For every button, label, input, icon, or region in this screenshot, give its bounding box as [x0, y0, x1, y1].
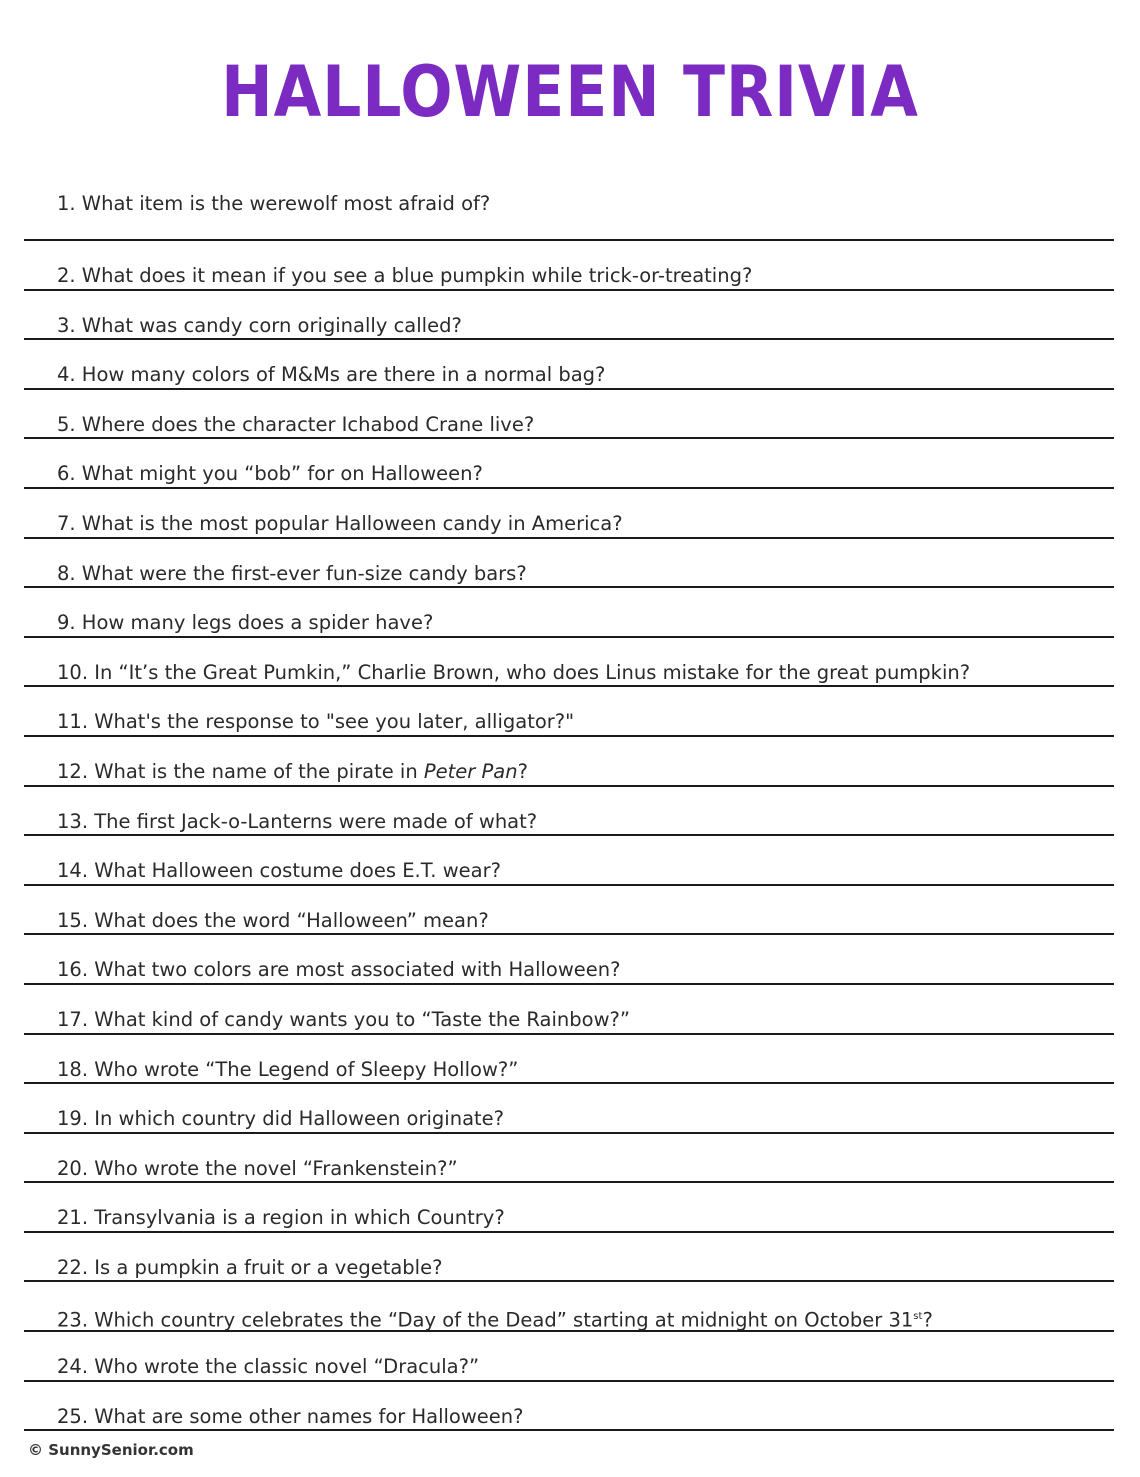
question-row — [24, 687, 1114, 737]
question-row — [24, 1035, 1114, 1085]
question-row — [24, 291, 1114, 341]
question-text: 19. In which country did Halloween originate? — [57, 1107, 505, 1131]
question-text: 9. How many legs does a spider have? — [57, 611, 434, 635]
question-text-end: ? — [517, 759, 528, 783]
question-row — [24, 985, 1114, 1035]
question-row — [24, 241, 1114, 291]
question-row — [24, 1183, 1114, 1233]
question-row — [24, 588, 1114, 638]
question-row — [24, 935, 1114, 985]
question-text: 15. What does the word “Halloween” mean? — [57, 908, 489, 932]
question-row — [24, 836, 1114, 886]
question-text: 6. What might you “bob” for on Halloween? — [57, 462, 483, 486]
question-text — [57, 1305, 933, 1333]
question-row — [24, 1233, 1114, 1283]
question-text: 4. How many colors of M&Ms are there in a normal bag? — [57, 363, 606, 387]
question-list — [24, 168, 1114, 1431]
question-text: 2. What does it mean if you see a blue pumpkin while trick-or-treating? — [57, 264, 753, 287]
question-text: 13. The first Jack-o-Lanterns were made of what? — [57, 809, 538, 833]
question-text: 21. Transylvania is a region in which Country? — [57, 1206, 505, 1230]
question-row — [24, 168, 1114, 241]
question-row — [24, 787, 1114, 837]
question-row — [24, 737, 1114, 787]
question-text: 24. Who wrote the classic novel “Dracula?” — [57, 1355, 480, 1379]
question-text: 14. What Halloween costume does E.T. wear? — [57, 859, 501, 883]
question-text-end: ? — [922, 1308, 933, 1332]
question-row — [24, 1282, 1114, 1332]
book-title: Peter Pan — [423, 759, 518, 783]
question-text: 10. In “It’s the Great Pumkin,” Charlie Brown, who does Linus mistake for the great pumpkin? — [57, 660, 971, 684]
page-title: HALLOWEEN TRIVIA — [221, 51, 919, 133]
question-row — [24, 539, 1114, 589]
question-text: 25. What are some other names for Halloween? — [57, 1404, 524, 1428]
question-row — [24, 390, 1114, 440]
question-text: 20. Who wrote the novel “Frankenstein?” — [57, 1156, 458, 1180]
question-text: 18. Who wrote “The Legend of Sleepy Hollow?” — [57, 1057, 519, 1081]
question-row — [24, 1382, 1114, 1432]
copyright-footer: © SunnySenior.com — [28, 1441, 194, 1459]
question-row — [24, 1084, 1114, 1134]
question-row — [24, 638, 1114, 688]
question-row — [24, 340, 1114, 390]
question-row — [24, 1134, 1114, 1184]
question-text — [57, 760, 528, 784]
question-row — [24, 439, 1114, 489]
question-row — [24, 489, 1114, 539]
question-text: 17. What kind of candy wants you to “Taste the Rainbow?” — [57, 1007, 630, 1031]
question-text: 11. What's the response to "see you later, alligator?" — [57, 710, 575, 734]
question-text: 3. What was candy corn originally called? — [57, 313, 462, 337]
question-row — [24, 886, 1114, 936]
question-text: 7. What is the most popular Halloween candy in America? — [57, 511, 623, 535]
ordinal-suffix: st — [913, 1311, 923, 1323]
question-text-start: 23. Which country celebrates the “Day of the Dead” starting at midnight on October 31 — [57, 1308, 914, 1332]
question-text: 1. What item is the werewolf most afraid of? — [57, 192, 491, 215]
question-row — [24, 1332, 1114, 1382]
question-text-start: 12. What is the name of the pirate in — [57, 759, 424, 783]
question-text: 22. Is a pumpkin a fruit or a vegetable? — [57, 1255, 443, 1279]
question-text: 16. What two colors are most associated with Halloween? — [57, 958, 621, 982]
question-text: 5. Where does the character Ichabod Crane live? — [57, 412, 535, 436]
question-text: 8. What were the first-ever fun-size candy bars? — [57, 561, 527, 585]
